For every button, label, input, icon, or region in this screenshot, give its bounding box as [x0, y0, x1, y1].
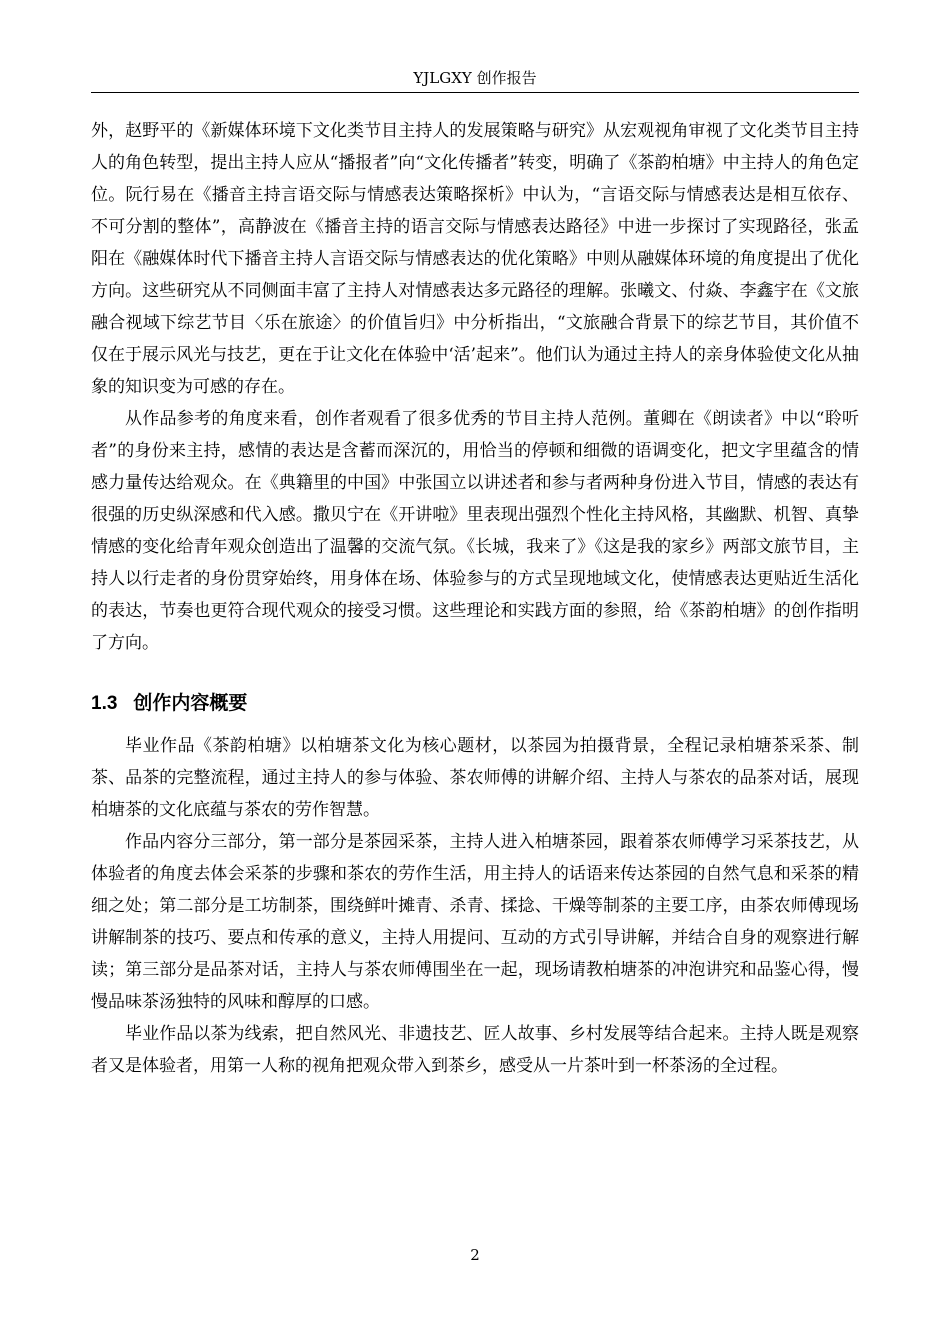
section-title: 创作内容概要	[133, 692, 248, 714]
header-divider	[91, 92, 859, 93]
page-number: 2	[470, 1246, 480, 1264]
paragraph-structure: 作品内容分三部分，第一部分是茶园采茶，主持人进入柏塘茶园，跟着茶农师傅学习采茶技艺，从体验者的角度去体会采茶的步骤和茶农的劳作生活，用主持人的话语来传达茶园的自然气息和采茶的精细之处；第二部分是工坊制茶，围绕鲜叶摊青、杀青、揉捻、干燥等制茶的主要工序，由茶农师傅现场讲解制茶的技巧、要点和传承的意义，主持人用提问、互动的方式引导讲解，并结合自身的观察进行解读；第三部分是品茶对话，主持人与茶农师傅围坐在一起，现场请教柏塘茶的冲泡讲究和品鉴心得，慢慢品味茶汤独特的风味和醇厚的口感。	[91, 832, 859, 1012]
page-header	[91, 66, 859, 90]
section-heading	[91, 687, 859, 720]
paragraph-references: 从作品参考的角度来看，创作者观看了很多优秀的节目主持人范例。董卿在《朗读者》中以“聆听者”的身份来主持，感情的表达是含蓄而深沉的，用恰当的停顿和细微的语调变化，把文字里蕴含的情感力量传达给观众。在《典籍里的中国》中张国立以讲述者和参与者两种身份进入节目，情感的表达有很强的历史纵深感和代入感。撒贝宁在《开讲啦》里表现出强烈个性化主持风格，其幽默、机智、真挚情感的变化给青年观众创造出了温馨的交流气氛。《长城，我来了》《这是我的家乡》两部文旅节目，主持人以行走者的身份贯穿始终，用身体在场、体验参与的方式呈现地域文化，使情感表达更贴近生活化的表达，节奏也更符合现代观众的接受习惯。这些理论和实践方面的参照，给《茶韵柏塘》的创作指明了方向。	[91, 409, 859, 653]
header-title: YJLGXY 创作报告	[413, 69, 537, 87]
paragraph-continuation: 外，赵野平的《新媒体环境下文化类节目主持人的发展策略与研究》从宏观视角审视了文化类节目主持人的角色转型，提出主持人应从“播报者”向“文化传播者”转变，明确了《茶韵柏塘》中主持人的角色定位。阮行易在《播音主持言语交际与情感表达策略探析》中认为，“言语交际与情感表达是相互依存、不可分割的整体”，高静波在《播音主持的语言交际与情感表达路径》中进一步探讨了实现路径，张孟阳在《融媒体时代下播音主持人言语交际与情感表达的优化策略》中则从融媒体环境的角度提出了优化方向。这些研究从不同侧面丰富了主持人对情感表达多元路径的理解。张曦文、付焱、李鑫宇在《文旅融合视域下综艺节目〈乐在旅途〉的价值旨归》中分析指出，“文旅融合背景下的综艺节目，其价值不仅在于展示风光与技艺，更在于让文化在体验中‘活’起来”。他们认为通过主持人的亲身体验使文化从抽象的知识变为可感的存在。	[91, 121, 859, 397]
document-body	[91, 115, 859, 1082]
paragraph-overview: 毕业作品《茶韵柏塘》以柏塘茶文化为核心题材，以茶园为拍摄背景，全程记录柏塘茶采茶、制茶、品茶的完整流程，通过主持人的参与体验、茶农师傅的讲解介绍、主持人与茶农的品茶对话，展现柏塘茶的文化底蕴与茶农的劳作智慧。	[91, 736, 859, 820]
paragraph-theme: 毕业作品以茶为线索，把自然风光、非遗技艺、匠人故事、乡村发展等结合起来。主持人既是观察者又是体验者，用第一人称的视角把观众带入到茶乡，感受从一片茶叶到一杯茶汤的全过程。	[91, 1024, 859, 1076]
section-number: 1.3	[91, 693, 118, 714]
